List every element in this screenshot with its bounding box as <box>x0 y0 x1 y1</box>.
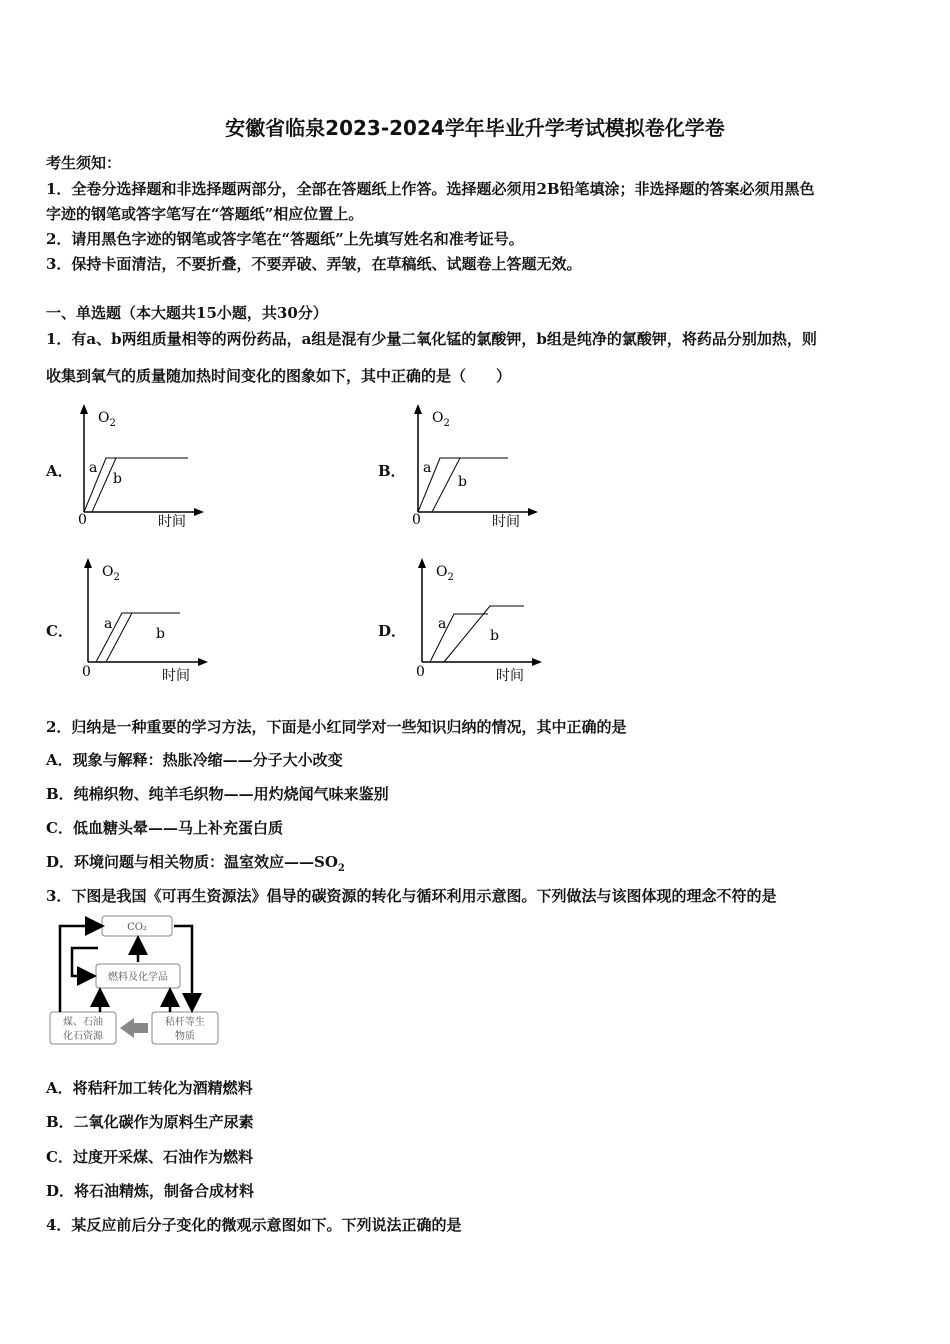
notice-item-1-line2: 字迹的钢笔或答字笔写在“答题纸”相应位置上。 <box>46 205 364 223</box>
curve-b-label: b <box>156 626 165 642</box>
q3-option-c: C．过度开采煤、石油作为燃料 <box>46 1148 253 1166</box>
origin-label: 0 <box>416 664 425 680</box>
x-axis-label: 时间 <box>492 514 520 530</box>
y-axis-label: $O_2$ <box>432 410 450 429</box>
notice-heading: 考生须知： <box>46 154 122 172</box>
curve-a-label: a <box>438 616 447 632</box>
q2-stem: 2．归纳是一种重要的学习方法，下面是小红同学对一些知识归纳的情况，其中正确的是 <box>46 718 627 736</box>
straw-label-2: 物质 <box>175 1031 195 1042</box>
q4-stem: 4．某反应前后分子变化的微观示意图如下。下列说法正确的是 <box>46 1216 462 1234</box>
q1-graph-c <box>74 556 214 686</box>
origin-label: 0 <box>78 512 87 528</box>
section-heading: 一、单选题（本大题共15小题，共30分） <box>46 304 328 322</box>
y-axis-label: $O_2$ <box>102 564 120 583</box>
q2-option-d: D．环境问题与相关物质：温室效应$——SO_2$ <box>46 853 345 874</box>
curve-b-label: b <box>458 474 467 490</box>
fuel-label: 燃料及化学品 <box>108 972 168 983</box>
q3-carbon-cycle-diagram <box>46 912 226 1052</box>
arrow-straw-to-fossil <box>120 1018 148 1038</box>
fossil-label-2: 化石资源 <box>63 1031 103 1042</box>
q1-option-b-label: B． <box>378 462 406 480</box>
curve-a-label: a <box>89 460 98 476</box>
notice-item-1-line1: 1．全卷分选择题和非选择题两部分，全部在答题纸上作答。选择题必须用2B铅笔填涂；非选择题的答案必须用黑色 <box>46 180 815 198</box>
q1-graph-a <box>70 402 210 532</box>
curve-a-label: a <box>423 460 432 476</box>
q1-option-a-label: A． <box>46 462 73 480</box>
straw-label-1: 秸杆等生 <box>165 1017 205 1028</box>
origin-label: 0 <box>82 664 91 680</box>
co2-label: CO₂ <box>127 922 147 933</box>
y-axis-arrow <box>414 404 422 414</box>
q1-option-c-label: C． <box>46 622 73 640</box>
y-axis-label: $O_2$ <box>98 410 116 429</box>
x-axis-label: 时间 <box>158 514 186 530</box>
q1-stem-line1: 1．有a、b两组质量相等的两份药品，a组是混有少量二氧化锰的氯酸钾，b组是纯净的氯酸钾，将药品分别加热，则 <box>46 330 817 348</box>
q3-option-b: B．二氧化碳作为原料生产尿素 <box>46 1113 254 1131</box>
x-axis-arrow <box>528 508 538 516</box>
x-axis-arrow <box>198 658 208 666</box>
curve-a <box>84 458 188 512</box>
fossil-label-1: 煤、石油 <box>63 1017 103 1028</box>
arrow-co2-to-fuel <box>72 948 98 976</box>
q2-option-c: C．低血糖头晕——马上补充蛋白质 <box>46 819 283 837</box>
q2-option-b: B．纯棉织物、纯羊毛织物——用灼烧闻气味来鉴别 <box>46 785 389 803</box>
x-axis-arrow <box>532 658 542 666</box>
x-axis-arrow <box>194 508 204 516</box>
origin-label: 0 <box>412 512 421 528</box>
x-axis-label: 时间 <box>162 668 190 684</box>
y-axis-arrow <box>84 558 92 568</box>
arrow-fossil-to-co2 <box>60 926 100 1012</box>
y-axis-arrow <box>418 558 426 568</box>
x-axis-label: 时间 <box>496 668 524 684</box>
y-axis-label: $O_2$ <box>436 564 454 583</box>
q3-option-d: D．将石油精炼，制备合成材料 <box>46 1182 255 1200</box>
q1-stem-line2: 收集到氧气的质量随加热时间变化的图象如下，其中正确的是（ ） <box>46 367 512 385</box>
notice-item-2: 2．请用黑色字迹的钢笔或答字笔在“答题纸”上先填写姓名和准考证号。 <box>46 230 524 248</box>
curve-a-label: a <box>104 616 113 632</box>
curve-b-label: b <box>490 628 499 644</box>
q1-graph-d <box>408 556 548 686</box>
q2-option-a: A．现象与解释：热胀冷缩——分子大小改变 <box>46 751 343 769</box>
q1-graph-b <box>404 402 544 532</box>
notice-item-3: 3．保持卡面清洁，不要折叠，不要弄破、弄皱，在草稿纸、试题卷上答题无效。 <box>46 255 582 273</box>
q3-stem: 3．下图是我国《可再生资源法》倡导的碳资源的转化与循环利用示意图。下列做法与该图体现的理念不符的是 <box>46 887 777 905</box>
curve-b-label: b <box>113 471 122 487</box>
page-title: 安徽省临泉2023-2024学年毕业升学考试模拟卷化学卷 <box>225 116 725 140</box>
q1-option-d-label: D． <box>378 622 407 640</box>
q3-option-a: A．将秸秆加工转化为酒精燃料 <box>46 1079 253 1097</box>
y-axis-arrow <box>80 404 88 414</box>
